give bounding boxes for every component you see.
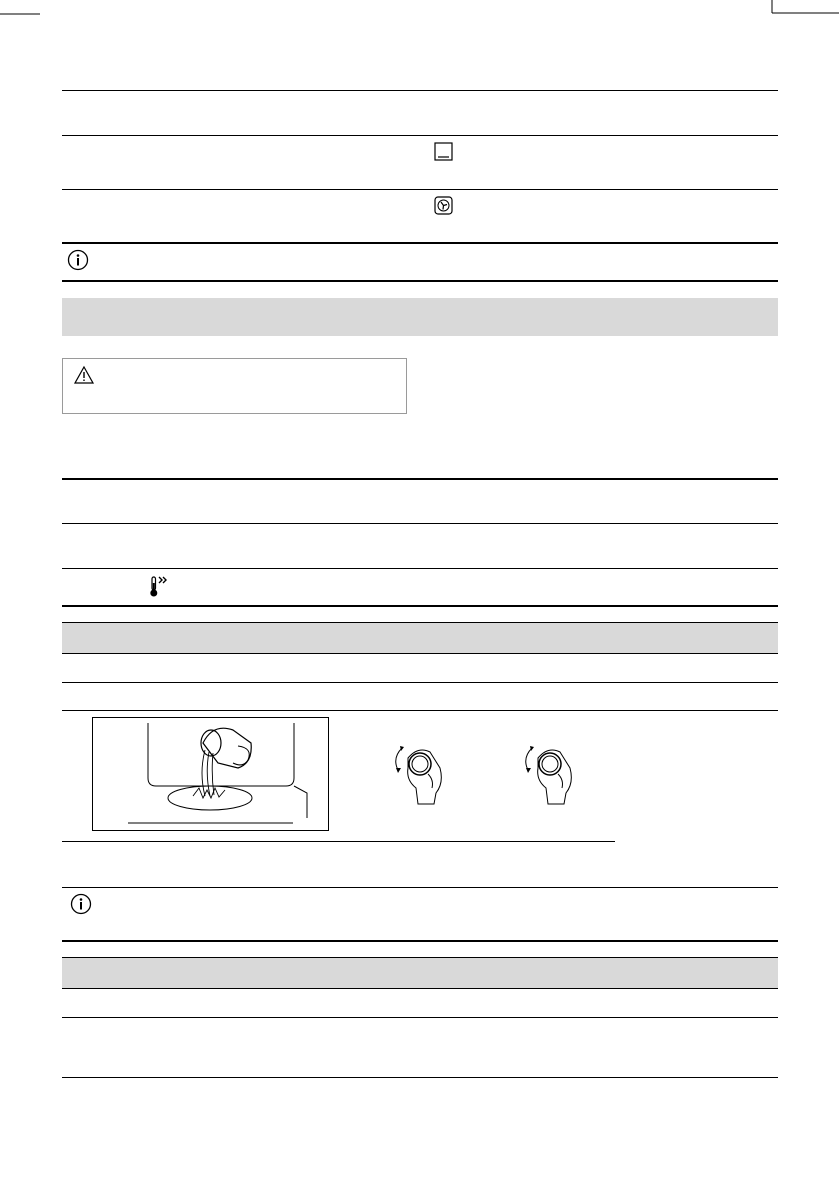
info-icon — [70, 893, 92, 915]
table-rule — [62, 478, 778, 480]
info-icon — [67, 249, 89, 271]
table-rule — [62, 568, 778, 569]
table-rule — [62, 1017, 778, 1018]
table-rule — [62, 605, 778, 607]
warning-box — [62, 358, 407, 414]
crop-mark-right — [752, 0, 839, 40]
table-rule — [62, 940, 778, 942]
table-rule — [62, 682, 778, 683]
section-heading-band — [62, 298, 778, 336]
hand-turning-knob-right — [518, 738, 578, 808]
table-rule — [62, 90, 778, 91]
warning-icon — [73, 365, 95, 385]
oven-light-icon — [433, 141, 455, 163]
fan-icon — [433, 195, 455, 217]
table-rule — [62, 189, 778, 190]
fast-heat-up-icon — [148, 575, 174, 599]
table-rule — [62, 988, 778, 989]
crop-mark-left — [0, 0, 40, 40]
table-rule — [62, 523, 778, 524]
table-rule — [62, 887, 778, 888]
table-rule — [62, 710, 778, 711]
table-rule — [62, 135, 778, 136]
table-rule — [62, 1077, 778, 1078]
table-rule — [62, 242, 778, 244]
table-header-band — [62, 623, 778, 653]
table-rule — [62, 841, 615, 842]
hand-turning-knob-left — [388, 738, 448, 808]
pouring-water-illustration — [92, 717, 329, 831]
table-rule — [62, 653, 778, 654]
table-rule — [62, 280, 778, 282]
table-header-band — [62, 958, 778, 988]
